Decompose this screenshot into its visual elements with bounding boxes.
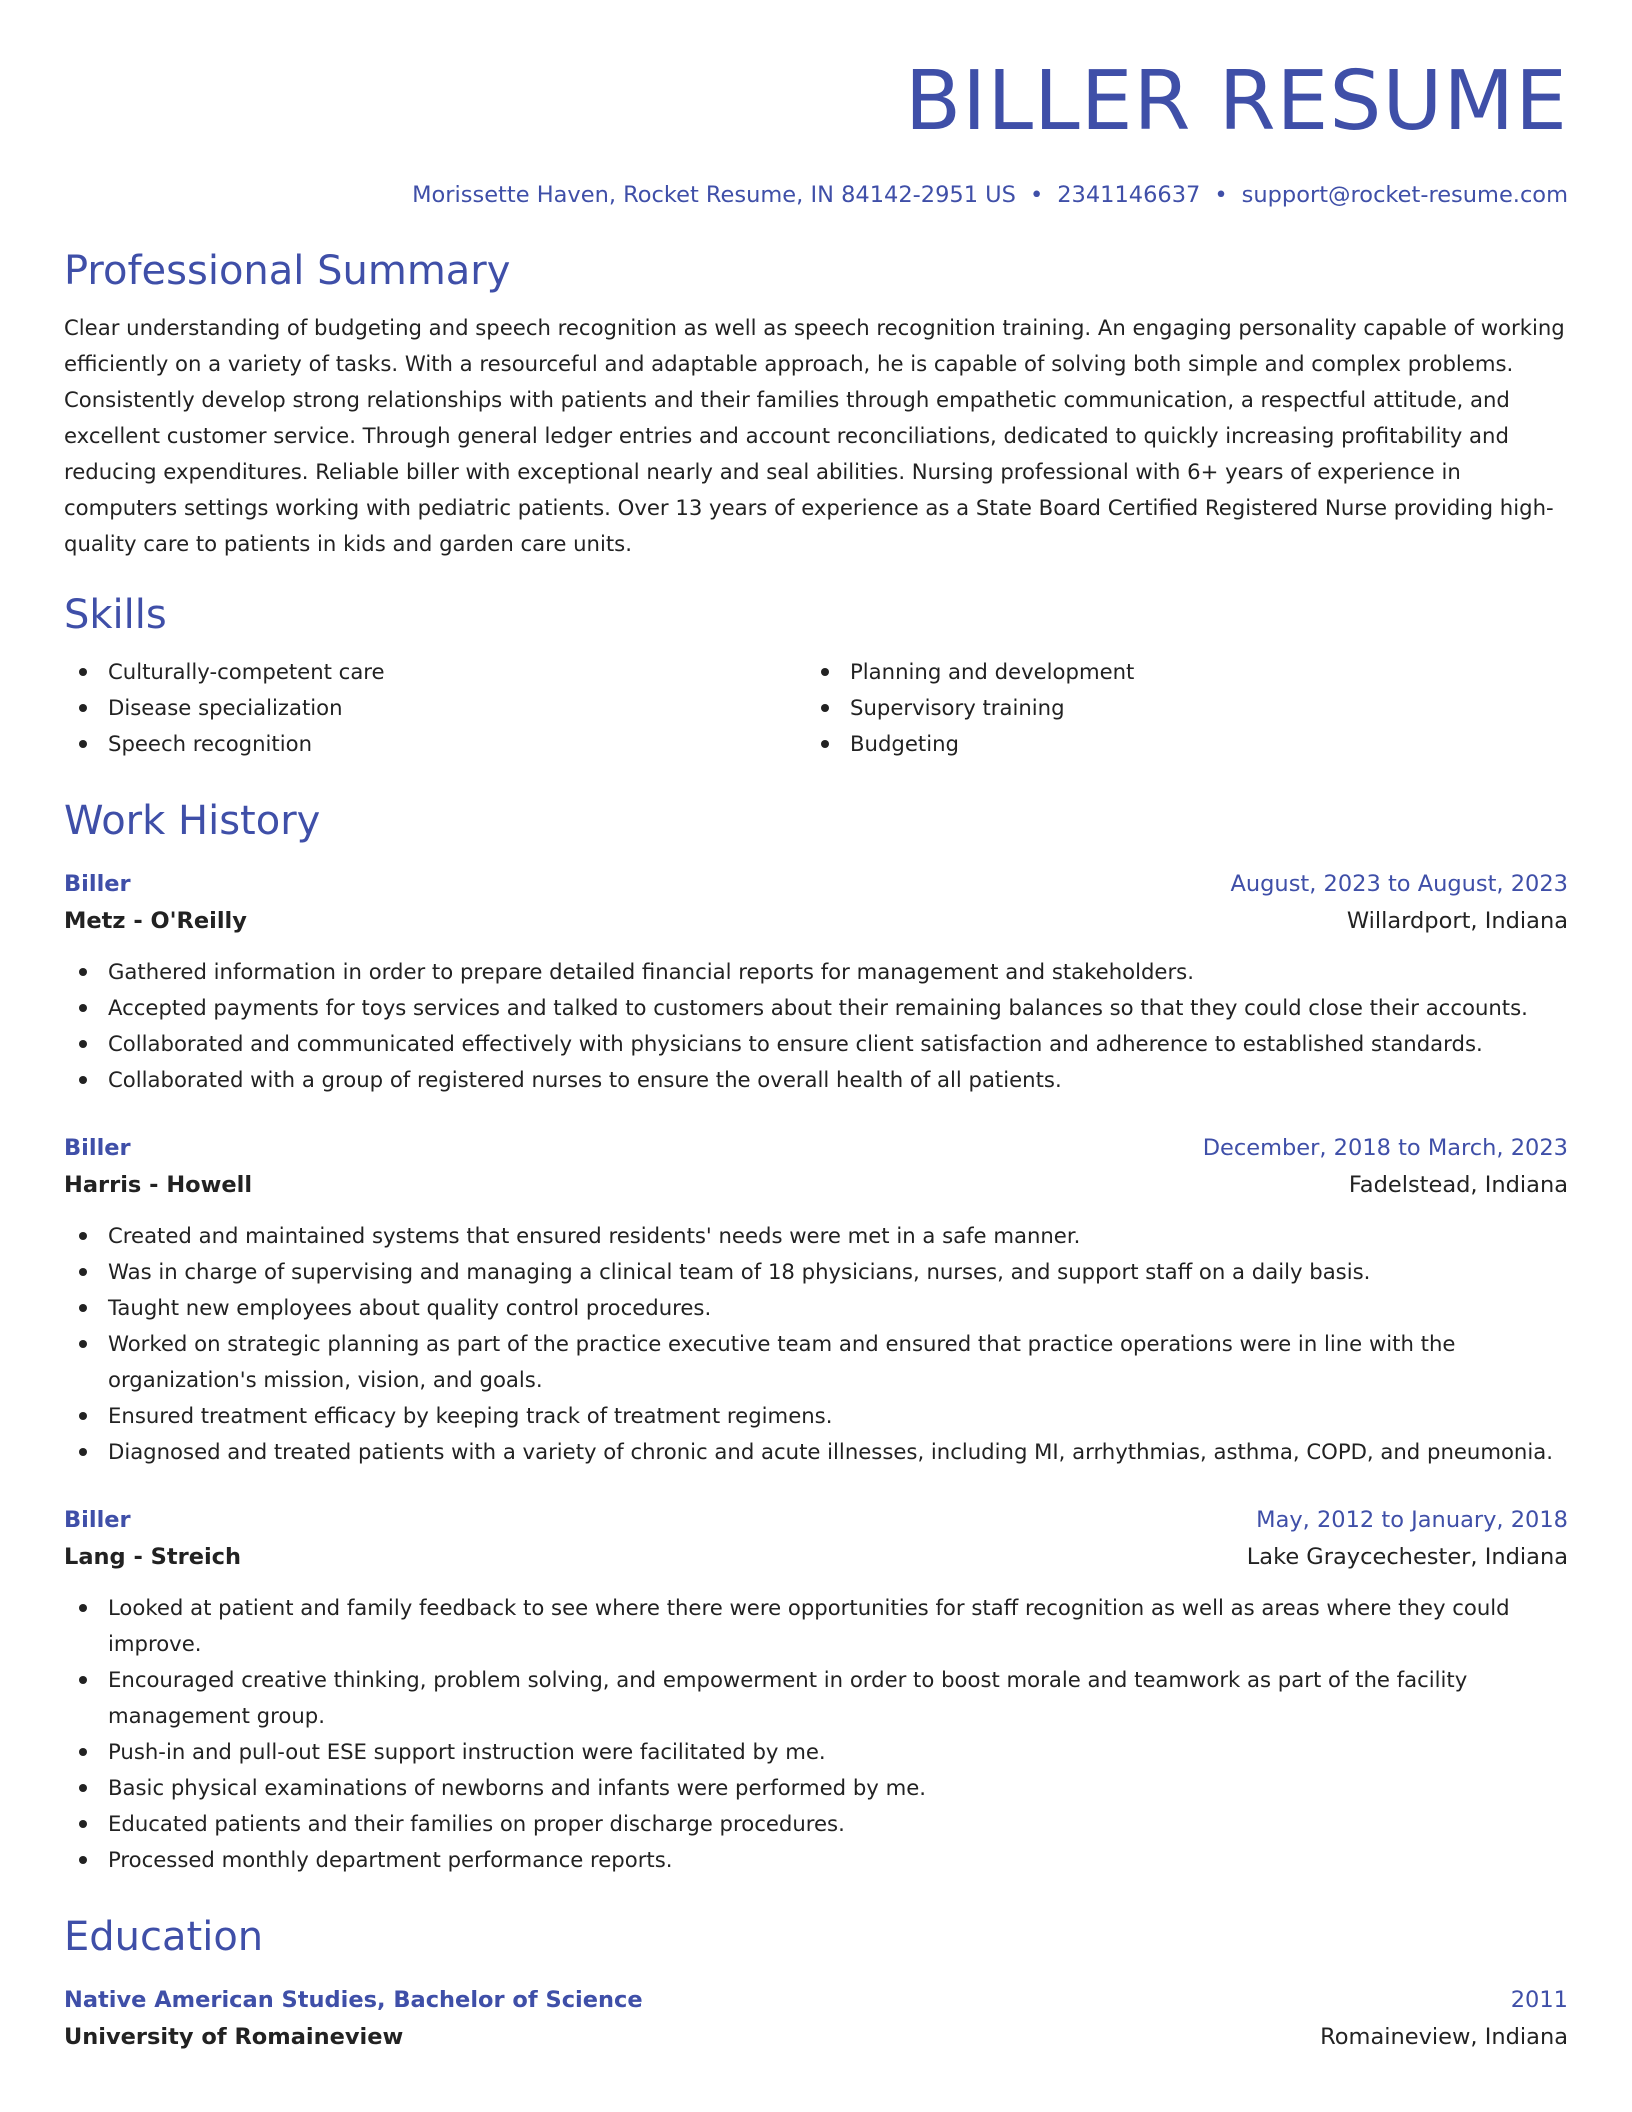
job-bullet <box>64 1734 1568 1770</box>
skill-item <box>806 654 1548 690</box>
bullet-icon <box>821 668 829 676</box>
job-bullet <box>64 1434 1568 1470</box>
bullet-icon <box>79 1448 87 1456</box>
bullet-icon <box>79 1604 87 1612</box>
job-bullet-text: Was in charge of supervising and managing a clinical team of 18 physicians, nurses, and support staff on a daily basis. <box>108 1259 1371 1284</box>
job-location: Willardport, Indiana <box>1346 908 1568 934</box>
job-bullets <box>64 954 1568 1098</box>
job-bullet <box>64 1326 1568 1398</box>
job-bullet-text: Collaborated and communicated effectively with physicians to ensure client satisfaction and adherence to established standards. <box>108 1031 1483 1056</box>
skills-column-left <box>64 654 806 762</box>
job-bullets <box>64 1590 1568 1878</box>
job-bullet-text: Accepted payments for toys services and talked to customers about their remaining balances so that they could close their accounts. <box>108 995 1528 1020</box>
contact-email: support@rocket-resume.com <box>1241 182 1568 208</box>
bullet-icon <box>79 1076 87 1084</box>
bullet-icon <box>79 1040 87 1048</box>
skill-item <box>806 726 1548 762</box>
skill-label: Supervisory training <box>850 695 1065 720</box>
skill-label: Culturally-competent care <box>108 659 385 684</box>
bullet-icon <box>79 740 87 748</box>
job-dates: December, 2018 to March, 2023 <box>1202 1135 1568 1161</box>
job-bullet-text: Looked at patient and family feedback to see where there were opportunities for staff recognition as well as areas where they could improve. <box>108 1595 1510 1656</box>
job-bullets <box>64 1218 1568 1470</box>
skill-item <box>64 690 806 726</box>
skill-item <box>64 726 806 762</box>
job-bullet <box>64 1590 1568 1662</box>
bullet-icon <box>79 1820 87 1828</box>
job-bullet-text: Worked on strategic planning as part of the practice executive team and ensured that practice operations were in line with the organization's mission, vision, and goals. <box>108 1331 1456 1392</box>
section-heading-skills: Skills <box>64 592 167 638</box>
bullet-icon <box>79 1412 87 1420</box>
skill-label: Planning and development <box>850 659 1135 684</box>
job-entry <box>64 866 1568 1098</box>
job-dates: May, 2012 to January, 2018 <box>1256 1507 1568 1533</box>
job-company: Metz - O'Reilly <box>64 908 247 934</box>
skill-label: Budgeting <box>850 731 959 756</box>
job-title-row <box>64 1502 1568 1538</box>
work-history-section <box>64 796 1568 1878</box>
job-bullet <box>64 1770 1568 1806</box>
education-school-row <box>64 2018 1568 2056</box>
job-location: Lake Graycechester, Indiana <box>1246 1544 1568 1570</box>
section-heading-work-history: Work History <box>64 798 321 844</box>
job-bullet-text: Encouraged creative thinking, problem solving, and empowerment in order to boost morale and teamwork as part of the facility management group. <box>108 1667 1468 1728</box>
bullet-icon <box>79 1748 87 1756</box>
job-bullet-text: Processed monthly department performance reports. <box>108 1847 673 1872</box>
bullet-icon <box>79 668 87 676</box>
education-degree: Native American Studies, Bachelor of Science <box>64 1987 643 2013</box>
bullet-icon <box>79 968 87 976</box>
job-bullet <box>64 1806 1568 1842</box>
job-bullet-text: Created and maintained systems that ensured residents' needs were met in a safe manner. <box>108 1223 1081 1248</box>
job-bullet <box>64 954 1568 990</box>
job-company: Harris - Howell <box>64 1172 253 1198</box>
job-bullet <box>64 990 1568 1026</box>
job-bullet-text: Gathered information in order to prepare detailed financial reports for management and stakeholders. <box>108 959 1194 984</box>
job-bullet <box>64 1254 1568 1290</box>
resume-header <box>64 52 1568 210</box>
job-bullet <box>64 1290 1568 1326</box>
skills-grid <box>64 654 1568 762</box>
job-title-row <box>64 866 1568 902</box>
bullet-icon <box>79 1856 87 1864</box>
education-year: 2011 <box>1510 1987 1568 2013</box>
job-title-row <box>64 1130 1568 1166</box>
education-section <box>64 1912 1568 2056</box>
job-title: Biller <box>64 1507 131 1533</box>
education-degree-row <box>64 1982 1568 2018</box>
bullet-icon <box>79 1004 87 1012</box>
job-bullet-text: Push-in and pull-out ESE support instruction were facilitated by me. <box>108 1739 826 1764</box>
job-entry <box>64 1130 1568 1470</box>
job-bullet <box>64 1026 1568 1062</box>
skill-item <box>64 654 806 690</box>
job-bullet <box>64 1662 1568 1734</box>
job-bullet <box>64 1842 1568 1878</box>
job-bullet-text: Ensured treatment efficacy by keeping track of treatment regimens. <box>108 1403 833 1428</box>
job-bullet-text: Diagnosed and treated patients with a variety of chronic and acute illnesses, including MI, arrhythmias, asthma, COPD, and pneumonia. <box>108 1439 1553 1464</box>
bullet-icon <box>79 1676 87 1684</box>
resume-title: BILLER RESUME <box>904 54 1568 149</box>
job-bullet-text: Educated patients and their families on proper discharge procedures. <box>108 1811 845 1836</box>
job-bullet <box>64 1398 1568 1434</box>
skill-item <box>806 690 1548 726</box>
contact-address: Morissette Haven, Rocket Resume, IN 84142-2951 US <box>412 182 1016 208</box>
job-company-row <box>64 1538 1568 1576</box>
job-company-row <box>64 902 1568 940</box>
education-school: University of Romaineview <box>64 2024 404 2050</box>
contact-separator: • <box>1214 182 1228 208</box>
section-heading-summary: Professional Summary <box>64 248 511 294</box>
skill-label: Speech recognition <box>108 731 313 756</box>
skill-label: Disease specialization <box>108 695 343 720</box>
bullet-icon <box>79 704 87 712</box>
job-bullet <box>64 1218 1568 1254</box>
job-location: Fadelstead, Indiana <box>1348 1172 1568 1198</box>
bullet-icon <box>821 704 829 712</box>
contact-phone: 2341146637 <box>1057 182 1201 208</box>
bullet-icon <box>79 1268 87 1276</box>
job-bullet-text: Collaborated with a group of registered nurses to ensure the overall health of all patients. <box>108 1067 1062 1092</box>
bullet-icon <box>821 740 829 748</box>
summary-text: Clear understanding of budgeting and speech recognition as well as speech recognition training. An engaging personality capable of working efficiently on a variety of tasks. With a resourceful and adaptable approach, he is capable of solving both simple and complex problems. Consistently develop strong relationships with patients and their families through empathetic communication, a respectful attitude, and excellent customer service. Through general ledger entries and account reconciliations, dedicated to quickly increasing profitability and reducing expenditures. Reliable biller with exceptional nearly and seal abilities. Nursing professional with 6+ years of experience in computers settings working with pediatric patients. Over 13 years of experience as a State Board Certified Registered Nurse providing high-quality care to patients in kids and garden care units. <box>64 315 1565 556</box>
job-title: Biller <box>64 1135 131 1161</box>
professional-summary-section <box>64 246 1568 562</box>
job-company-row <box>64 1166 1568 1204</box>
job-title: Biller <box>64 871 131 897</box>
bullet-icon <box>79 1304 87 1312</box>
section-heading-education: Education <box>64 1914 264 1960</box>
job-bullet-text: Taught new employees about quality control procedures. <box>108 1295 712 1320</box>
bullet-icon <box>79 1784 87 1792</box>
job-bullet <box>64 1062 1568 1098</box>
bullet-icon <box>79 1340 87 1348</box>
skills-section <box>64 590 1568 762</box>
contact-line <box>64 180 1568 210</box>
job-dates: August, 2023 to August, 2023 <box>1230 871 1568 897</box>
education-entry <box>64 1982 1568 2056</box>
job-entry <box>64 1502 1568 1878</box>
contact-separator: • <box>1029 182 1044 208</box>
bullet-icon <box>79 1232 87 1240</box>
job-bullet-text: Basic physical examinations of newborns and infants were performed by me. <box>108 1775 926 1800</box>
education-location: Romaineview, Indiana <box>1320 2024 1568 2050</box>
skills-column-right <box>806 654 1548 762</box>
job-company: Lang - Streich <box>64 1544 242 1570</box>
